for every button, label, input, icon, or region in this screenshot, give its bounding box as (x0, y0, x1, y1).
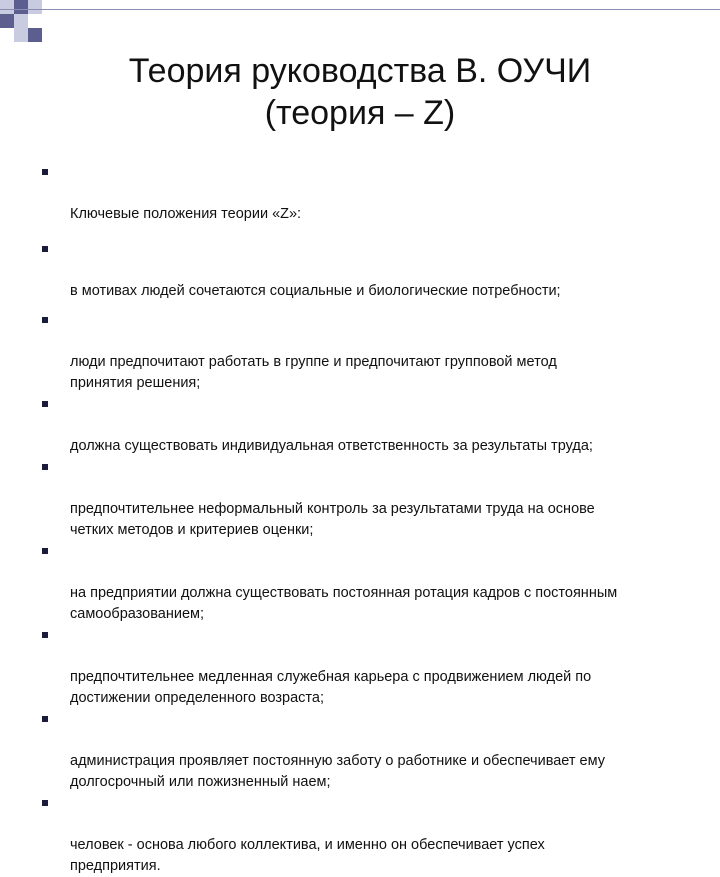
list-item (38, 394, 688, 457)
decor-square (0, 14, 14, 28)
bullet-square-icon (42, 800, 48, 806)
list-item (38, 793, 688, 877)
list-item-text: человек - основа любого коллектива, и именно он обеспечивает успех предприятия. (70, 837, 545, 874)
list-item (38, 310, 688, 394)
list-item-text: предпочтительнее медленная служебная карьера с продвижением людей по достижении определенного возраста; (70, 669, 592, 706)
bullet-square-icon (42, 169, 48, 175)
header-rule (0, 9, 720, 10)
list-item-text: в мотивах людей сочетаются социальные и биологические потребности; (70, 283, 561, 299)
decor-square (14, 0, 28, 14)
list-item-text: предпочтительнее неформальный контроль за результатами труда на основе четких методов и критериев оценки; (70, 501, 595, 538)
list-item-text: Ключевые положения теории «Z»: (70, 206, 302, 222)
decor-square (14, 14, 28, 28)
bullet-square-icon (42, 548, 48, 554)
list-item (38, 457, 688, 541)
slide-title-line1: Теория руководства В. ОУЧИ (128, 52, 592, 90)
list-item (38, 709, 688, 793)
bullet-square-icon (42, 716, 48, 722)
slide-title-line2: (теория – Z) (264, 94, 456, 132)
bullet-square-icon (42, 246, 48, 252)
bullet-square-icon (42, 464, 48, 470)
decor-square (28, 0, 42, 14)
list-item (38, 239, 688, 302)
bullet-square-icon (42, 401, 48, 407)
list-item-text: администрация проявляет постоянную заботу о работнике и обеспечивает ему долгосрочный или пожизненный наем; (70, 753, 606, 790)
list-item-text: на предприятии должна существовать постоянная ротация кадров с постоянным самообразованием; (70, 585, 618, 622)
decor-square (28, 28, 42, 42)
bullet-square-icon (42, 632, 48, 638)
list-item (38, 625, 688, 709)
list-item-text: люди предпочитают работать в группе и предпочитают групповой метод принятия решения; (70, 354, 557, 391)
list-item (38, 541, 688, 625)
decor-square (0, 0, 14, 14)
decor-square (14, 28, 28, 42)
slide-title (60, 50, 660, 134)
bullet-list (38, 162, 688, 877)
bullet-square-icon (42, 317, 48, 323)
list-item (38, 162, 688, 225)
list-item-text: должна существовать индивидуальная ответственность за результаты труда; (70, 438, 593, 454)
